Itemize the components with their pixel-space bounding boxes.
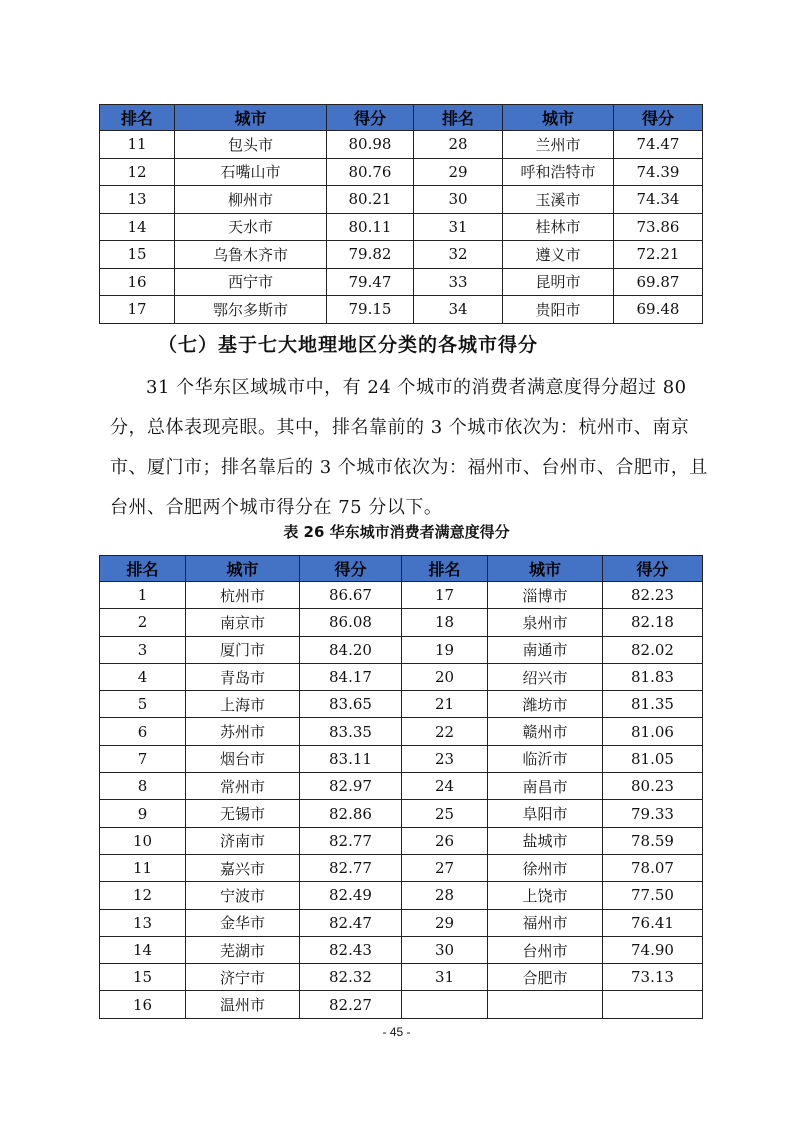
cell-rank [402, 991, 488, 1018]
cell-score: 79.82 [327, 241, 414, 269]
cell-city: 芜湖市 [186, 936, 300, 963]
table-row [100, 991, 703, 1018]
cell-rank: 15 [100, 241, 175, 269]
cell-score: 86.67 [300, 582, 402, 609]
cell-rank: 18 [402, 609, 488, 636]
table-row [100, 582, 703, 609]
header-score: 得分 [300, 556, 402, 582]
header-city: 城市 [175, 105, 327, 131]
cell-score: 82.02 [603, 636, 703, 663]
cell-city: 南京市 [186, 609, 300, 636]
cell-rank: 30 [402, 936, 488, 963]
body-paragraph: 31 个华东区域城市中，有 24 个城市的消费者满意度得分超过 80 分，总体表现亮眼。其中，排名靠前的 3 个城市依次为：杭州市、南京市、厦门市；排名靠后的 3 个城市依次为：福州市、台州市、合肥市，且台州、合肥两个城市得分在 75 分以下。 [110, 377, 708, 518]
header-rank: 排名 [402, 556, 488, 582]
cell-city: 嘉兴市 [186, 854, 300, 881]
cell-rank: 17 [402, 582, 488, 609]
cell-rank: 12 [100, 158, 175, 186]
cell-city: 西宁市 [175, 268, 327, 296]
header-score: 得分 [614, 105, 703, 131]
cell-score: 78.59 [603, 827, 703, 854]
cell-score: 80.21 [327, 186, 414, 214]
cell-city: 盐城市 [488, 827, 603, 854]
cell-city: 兰州市 [503, 131, 614, 159]
header-rank: 排名 [100, 105, 175, 131]
cell-rank: 12 [100, 882, 186, 909]
table-row [100, 663, 703, 690]
cell-score: 74.34 [614, 186, 703, 214]
cell-rank: 31 [402, 964, 488, 991]
cell-city: 赣州市 [488, 718, 603, 745]
cell-rank: 2 [100, 609, 186, 636]
cell-city: 天水市 [175, 213, 327, 241]
cell-score: 82.27 [300, 991, 402, 1018]
header-score: 得分 [603, 556, 703, 582]
table-row [100, 636, 703, 663]
cell-score: 86.08 [300, 609, 402, 636]
table-header-row [100, 105, 703, 131]
cell-rank: 6 [100, 718, 186, 745]
cell-rank: 20 [402, 663, 488, 690]
cell-score: 82.97 [300, 773, 402, 800]
cell-city: 烟台市 [186, 745, 300, 772]
cell-score: 83.35 [300, 718, 402, 745]
cell-score: 79.33 [603, 800, 703, 827]
cell-score: 81.06 [603, 718, 703, 745]
table-row [100, 964, 703, 991]
table-row [100, 745, 703, 772]
cell-rank: 23 [402, 745, 488, 772]
cell-score: 81.05 [603, 745, 703, 772]
cell-city: 苏州市 [186, 718, 300, 745]
cell-city: 杭州市 [186, 582, 300, 609]
cell-city: 淄博市 [488, 582, 603, 609]
cell-city: 台州市 [488, 936, 603, 963]
cell-score: 69.87 [614, 268, 703, 296]
cell-rank: 16 [100, 268, 175, 296]
table-row [100, 158, 703, 186]
cell-city: 玉溪市 [503, 186, 614, 214]
cell-score: 83.11 [300, 745, 402, 772]
header-score: 得分 [327, 105, 414, 131]
cell-score: 79.47 [327, 268, 414, 296]
cell-city: 遵义市 [503, 241, 614, 269]
table-header-row [100, 556, 703, 582]
cell-score: 69.48 [614, 296, 703, 324]
cell-city: 泉州市 [488, 609, 603, 636]
cell-city: 柳州市 [175, 186, 327, 214]
cell-score: 73.86 [614, 213, 703, 241]
cell-rank: 15 [100, 964, 186, 991]
cell-score: 74.39 [614, 158, 703, 186]
header-rank: 排名 [414, 105, 503, 131]
cell-rank: 7 [100, 745, 186, 772]
table-row [100, 691, 703, 718]
cell-rank: 10 [100, 827, 186, 854]
cell-rank: 19 [402, 636, 488, 663]
cell-city: 石嘴山市 [175, 158, 327, 186]
table-row [100, 718, 703, 745]
cell-city: 贵阳市 [503, 296, 614, 324]
cell-score: 82.32 [300, 964, 402, 991]
cell-rank: 14 [100, 936, 186, 963]
cell-city: 宁波市 [186, 882, 300, 909]
table-row [100, 609, 703, 636]
header-city: 城市 [503, 105, 614, 131]
cell-city: 温州市 [186, 991, 300, 1018]
cell-score: 78.07 [603, 854, 703, 881]
cell-rank: 25 [402, 800, 488, 827]
cell-city: 潍坊市 [488, 691, 603, 718]
table-row [100, 854, 703, 881]
page-number: - 45 - [382, 1025, 411, 1039]
cell-score: 72.21 [614, 241, 703, 269]
cell-rank: 27 [402, 854, 488, 881]
cell-city: 绍兴市 [488, 663, 603, 690]
cell-city: 上海市 [186, 691, 300, 718]
cell-score: 74.47 [614, 131, 703, 159]
cell-rank: 24 [402, 773, 488, 800]
cell-score: 74.90 [603, 936, 703, 963]
cell-city: 上饶市 [488, 882, 603, 909]
cell-score: 80.98 [327, 131, 414, 159]
cell-city: 呼和浩特市 [503, 158, 614, 186]
cell-rank: 4 [100, 663, 186, 690]
cell-rank: 26 [402, 827, 488, 854]
cell-score: 73.13 [603, 964, 703, 991]
cell-rank: 1 [100, 582, 186, 609]
cell-score: 77.50 [603, 882, 703, 909]
table-row [100, 827, 703, 854]
cell-rank: 32 [414, 241, 503, 269]
cell-city: 鄂尔多斯市 [175, 296, 327, 324]
cell-score: 82.49 [300, 882, 402, 909]
cell-rank: 22 [402, 718, 488, 745]
cell-score: 84.20 [300, 636, 402, 663]
cell-rank: 21 [402, 691, 488, 718]
cell-rank: 28 [414, 131, 503, 159]
cell-city: 常州市 [186, 773, 300, 800]
cell-city: 济宁市 [186, 964, 300, 991]
table-row [100, 131, 703, 159]
table-row [100, 909, 703, 936]
cell-score: 82.18 [603, 609, 703, 636]
table-row [100, 773, 703, 800]
cell-score: 83.65 [300, 691, 402, 718]
header-city: 城市 [488, 556, 603, 582]
header-rank: 排名 [100, 556, 186, 582]
cell-city: 南昌市 [488, 773, 603, 800]
cell-city: 青岛市 [186, 663, 300, 690]
section-heading: （七）基于七大地理地区分类的各城市得分 [158, 334, 539, 356]
cell-rank: 3 [100, 636, 186, 663]
table-row [100, 213, 703, 241]
cell-rank: 11 [100, 131, 175, 159]
cell-city: 南通市 [488, 636, 603, 663]
cell-score: 84.17 [300, 663, 402, 690]
table-row [100, 186, 703, 214]
cell-rank: 34 [414, 296, 503, 324]
cell-city: 包头市 [175, 131, 327, 159]
table-caption: 表 26 华东城市消费者满意度得分 [283, 523, 510, 541]
cell-rank: 30 [414, 186, 503, 214]
cell-city [488, 991, 603, 1018]
table-row [100, 936, 703, 963]
cell-score: 80.76 [327, 158, 414, 186]
cell-score: 82.77 [300, 827, 402, 854]
table-row [100, 882, 703, 909]
cell-rank: 28 [402, 882, 488, 909]
east-china-score-table [99, 555, 703, 1019]
header-city: 城市 [186, 556, 300, 582]
cell-rank: 13 [100, 186, 175, 214]
cell-city: 合肥市 [488, 964, 603, 991]
cell-city: 厦门市 [186, 636, 300, 663]
cell-score: 81.35 [603, 691, 703, 718]
cell-score [603, 991, 703, 1018]
cell-rank: 16 [100, 991, 186, 1018]
score-table-continued [99, 104, 703, 324]
cell-city: 金华市 [186, 909, 300, 936]
cell-city: 阜阳市 [488, 800, 603, 827]
table-row [100, 296, 703, 324]
cell-score: 82.43 [300, 936, 402, 963]
cell-score: 79.15 [327, 296, 414, 324]
table-row [100, 800, 703, 827]
cell-rank: 13 [100, 909, 186, 936]
cell-score: 82.23 [603, 582, 703, 609]
cell-score: 80.23 [603, 773, 703, 800]
cell-score: 80.11 [327, 213, 414, 241]
cell-city: 桂林市 [503, 213, 614, 241]
cell-rank: 33 [414, 268, 503, 296]
cell-score: 76.41 [603, 909, 703, 936]
cell-city: 乌鲁木齐市 [175, 241, 327, 269]
cell-city: 无锡市 [186, 800, 300, 827]
cell-rank: 11 [100, 854, 186, 881]
cell-rank: 5 [100, 691, 186, 718]
cell-city: 徐州市 [488, 854, 603, 881]
cell-city: 临沂市 [488, 745, 603, 772]
cell-rank: 14 [100, 213, 175, 241]
cell-rank: 9 [100, 800, 186, 827]
cell-rank: 31 [414, 213, 503, 241]
cell-score: 82.77 [300, 854, 402, 881]
cell-rank: 29 [402, 909, 488, 936]
table-row [100, 268, 703, 296]
cell-city: 济南市 [186, 827, 300, 854]
cell-score: 82.47 [300, 909, 402, 936]
cell-city: 福州市 [488, 909, 603, 936]
cell-rank: 29 [414, 158, 503, 186]
table-row [100, 241, 703, 269]
cell-score: 81.83 [603, 663, 703, 690]
cell-city: 昆明市 [503, 268, 614, 296]
cell-rank: 8 [100, 773, 186, 800]
cell-rank: 17 [100, 296, 175, 324]
cell-score: 82.86 [300, 800, 402, 827]
